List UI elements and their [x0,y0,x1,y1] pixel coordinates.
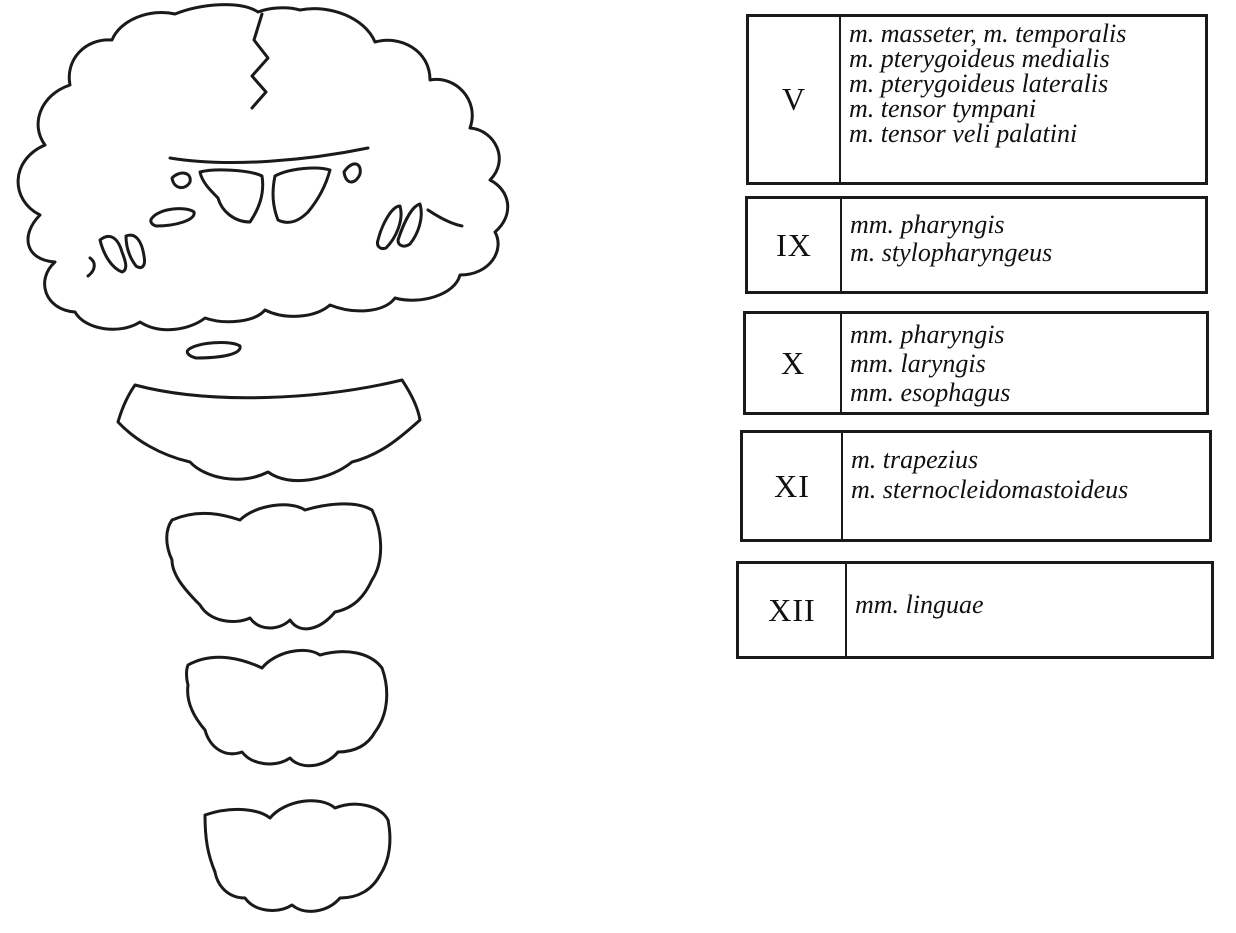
nerve-box-XI [740,430,1212,542]
muscle-list [842,314,1206,412]
nerve-box-IX [745,196,1208,294]
nerve-numeral: X [746,314,842,412]
muscle-list [847,564,1211,656]
claw-structure-left-1 [100,236,126,272]
brainstem-sections-diagram [0,0,560,933]
muscle-item: m. trapezius [851,445,979,474]
nerve-box-XII [736,561,1214,659]
section-4-outline [205,801,390,912]
muscle-item: mm. pharyngis [850,210,1005,239]
muscle-item: m. pterygoideus lateralis [849,69,1109,98]
nerve-numeral: XII [739,564,847,656]
muscle-item: m. pterygoideus medialis [849,44,1110,73]
muscle-item: mm. esophagus [850,378,1011,407]
ventricle-arc [170,148,368,163]
midline-fissure [252,14,268,108]
nerve-box-X [743,311,1209,415]
claw-structure-left-2 [126,235,145,267]
muscle-list [842,199,1205,291]
pill-structure-left [151,209,194,226]
nerve-numeral: XI [743,433,843,539]
nerve-numeral: V [749,17,841,182]
muscle-item: m. masseter, m. temporalis [849,19,1127,48]
section-2-outline [167,504,381,629]
small-structure-left [172,173,190,188]
claw-structure-right-3 [428,210,462,226]
small-structure-right [344,164,360,182]
thalamus-left [200,170,263,222]
muscle-item: mm. laryngis [850,349,986,378]
section-1-outline [118,380,420,481]
section-3-outline [187,650,387,765]
muscle-list [841,17,1205,182]
muscle-item: m. tensor veli palatini [849,119,1078,148]
thalamus-right [273,168,330,222]
nerve-numeral: IX [748,199,842,291]
pill-structure-bottom [187,343,240,358]
muscle-item: m. tensor tympani [849,94,1037,123]
muscle-item: m. sternocleidomastoideus [851,475,1129,504]
muscle-item: mm. linguae [855,590,984,619]
nerve-box-V [746,14,1208,185]
muscle-item: m. stylopharyngeus [850,238,1053,267]
claw-structure-left-3 [88,258,94,276]
muscle-item: mm. pharyngis [850,320,1005,349]
muscle-list [843,433,1209,539]
